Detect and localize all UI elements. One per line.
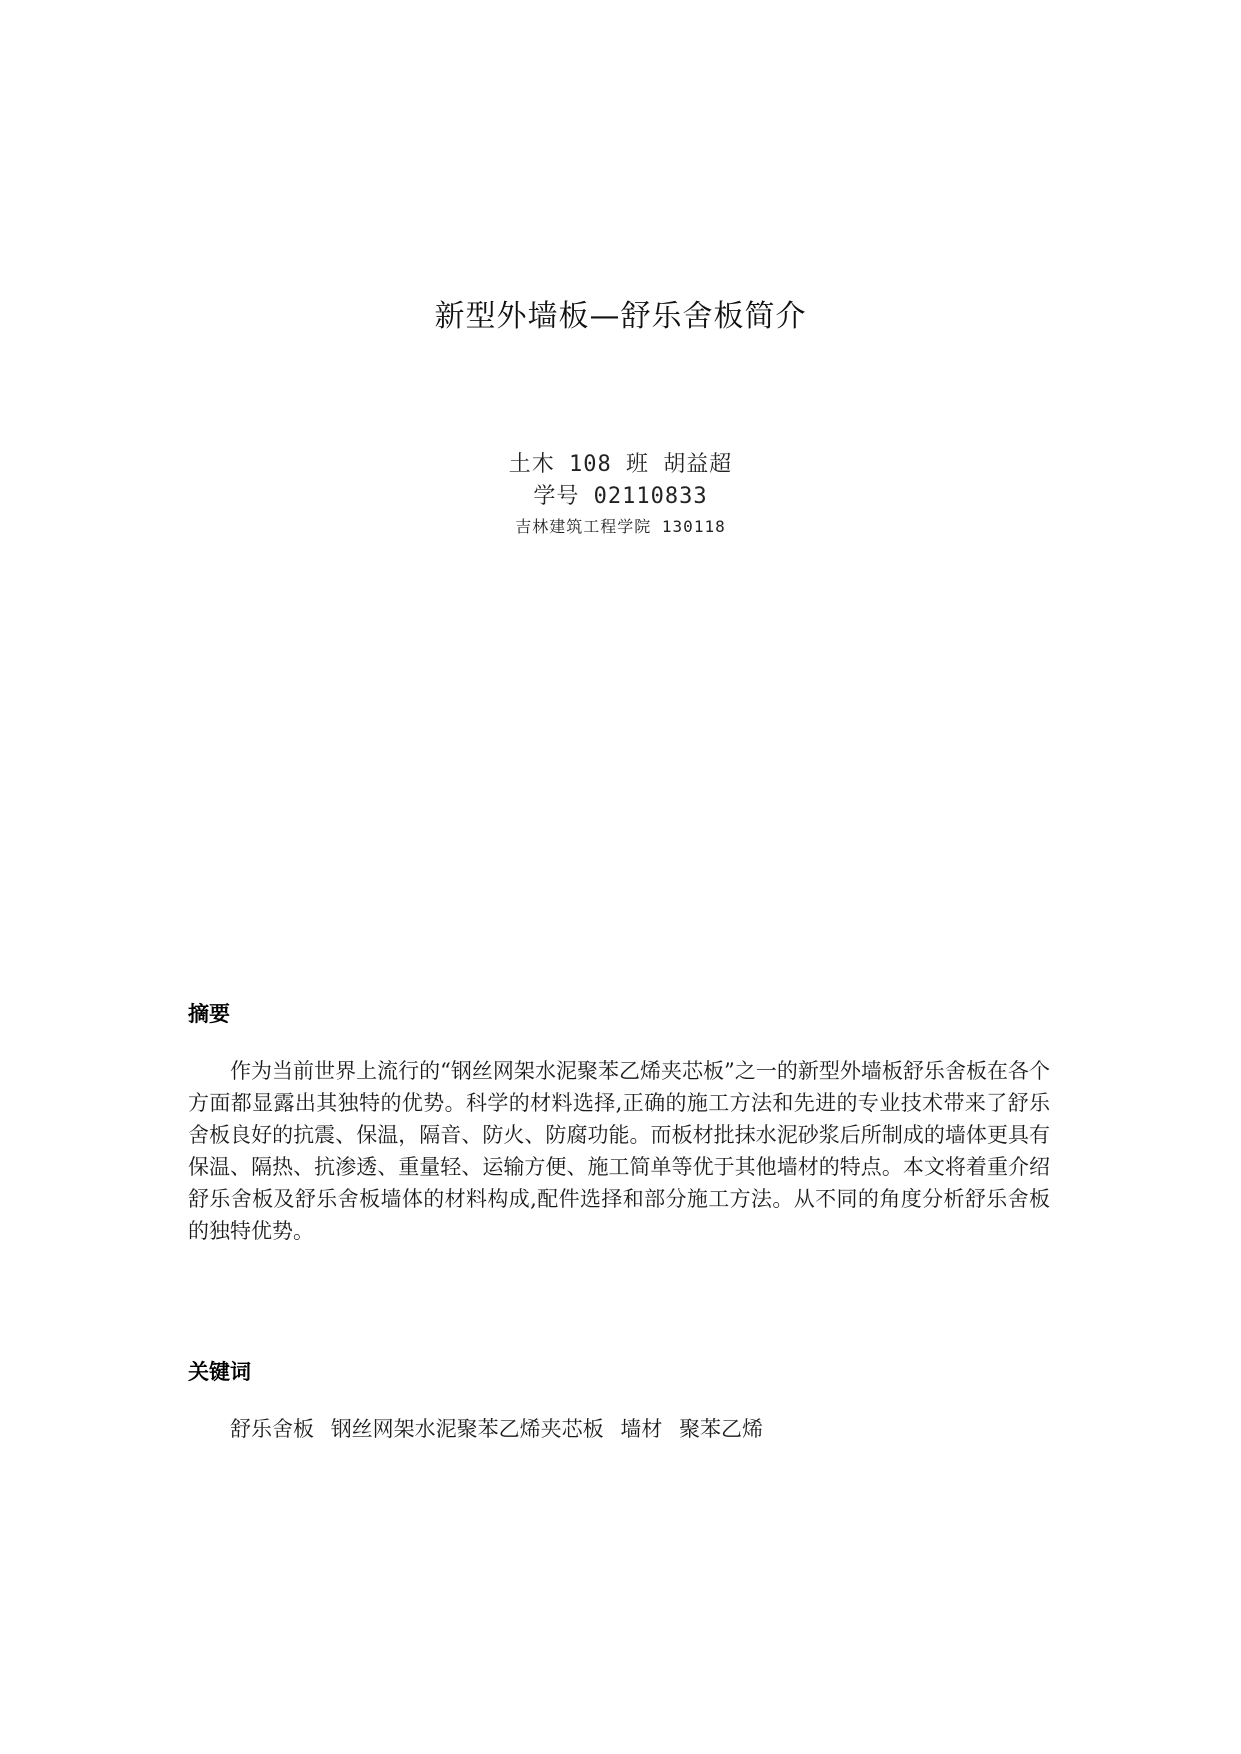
abstract-body: 作为当前世界上流行的“钢丝网架水泥聚苯乙烯夹芯板”之一的新型外墙板舒乐舍板在各个方面都显露出其独特的优势。科学的材料选择,正确的施工方法和先进的专业技术带来了舒乐舍板良好的抗震、保温，隔音、防火、防腐功能。而板材批抹水泥砂浆后所制成的墙体更具有保温、隔热、抗渗透、重量轻、运输方便、施工简单等优于其他墙材的特点。本文将着重介绍舒乐舍板及舒乐舍板墙体的材料构成,配件选择和部分施工方法。从不同的角度分析舒乐舍板的独特优势。: [188, 1059, 1050, 1243]
student-id: 学号 02110833: [533, 484, 708, 509]
keyword-item: 聚苯乙烯: [679, 1417, 764, 1441]
keyword-item: 墙材: [620, 1417, 663, 1441]
keywords-list: [230, 1413, 773, 1443]
abstract-heading: 摘要: [188, 1002, 230, 1026]
keyword-item: 钢丝网架水泥聚苯乙烯夹芯板: [330, 1417, 604, 1441]
author-line: 土木 108 班 胡益超: [508, 452, 733, 477]
document-title: 新型外墙板—舒乐舍板简介: [434, 299, 807, 334]
keywords-heading: 关键词: [188, 1360, 251, 1384]
institution: 吉林建筑工程学院 130118: [515, 517, 726, 536]
keyword-item: 舒乐舍板: [230, 1417, 314, 1441]
